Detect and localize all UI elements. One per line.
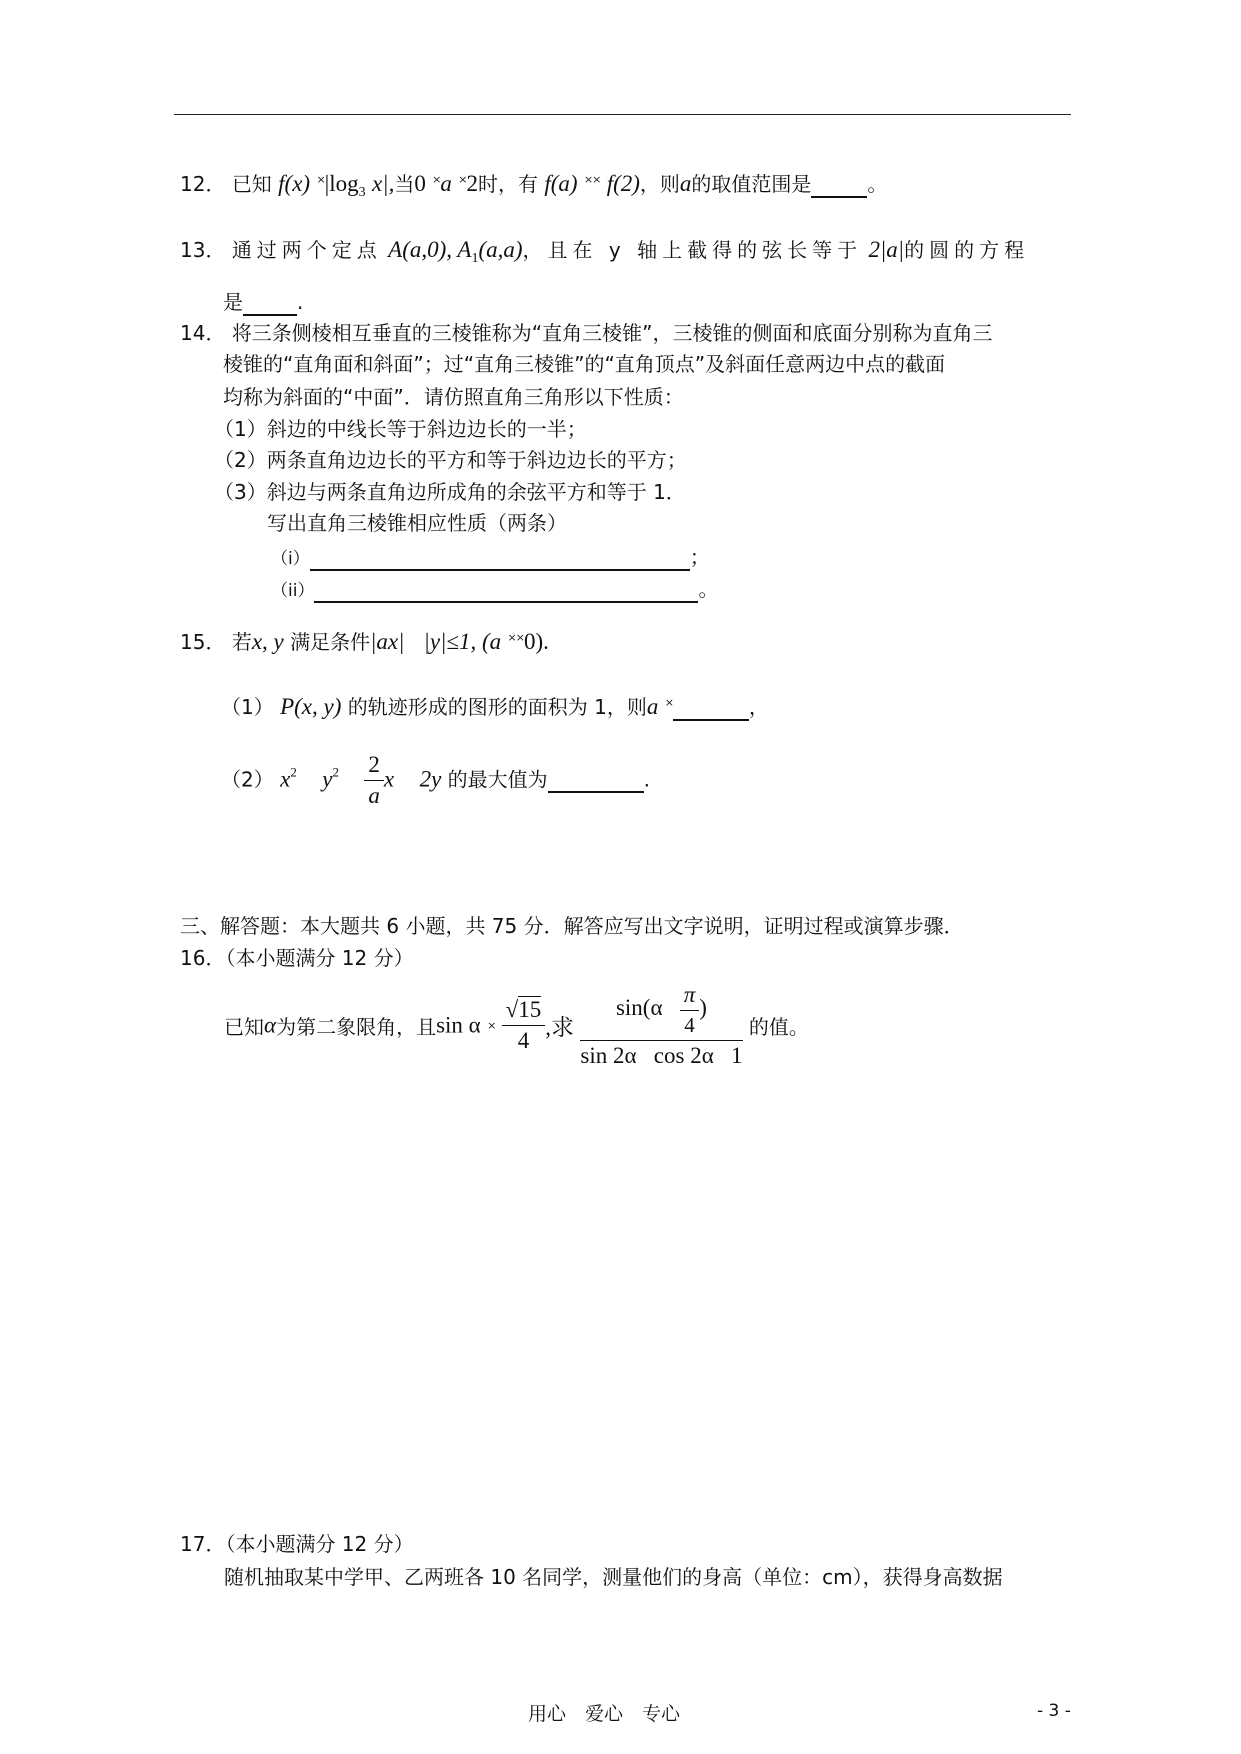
question-14-line2: 棱锥的“直角面和斜面”；过“直角三棱锥”的“直角顶点”及斜面任意两边中点的截面 — [223, 352, 946, 376]
question-number: 12． — [180, 172, 226, 196]
answer-blank — [243, 290, 297, 316]
property-3: （3）斜边与两条直角边所成角的余弦平方和等于 1． — [214, 480, 686, 504]
answer-line-i: （i） ； — [271, 545, 710, 569]
question-14: 14． 将三条侧棱相互垂直的三棱锥称为“直角三棱锥”，三棱锥的侧面和底面分别称为直角三 — [180, 321, 993, 345]
sqrt-sign: √ — [505, 996, 519, 1022]
answer-blank — [673, 695, 749, 721]
answer-blank — [811, 172, 867, 198]
answer-blank — [314, 577, 698, 603]
question-15-part-1: （1） P(x, y) 的轨迹形成的图形的面积为 1，则a × ， — [221, 694, 769, 719]
question-16-body: 已知α为第二象限角，且sin α × $\frac{√15}{4}$ ,求 sin(α $\frac{\pi}{4}$ ) sin 2α cos 2α 1 的值。 — [224, 982, 809, 1068]
fraction-pi-over-4: $\frac{\pi}{4}$ — [680, 982, 700, 1038]
fraction-2-over-a: $\frac{2}{a}$ — [364, 752, 384, 810]
answer-blank — [310, 545, 690, 571]
question-13-line2: 是 . — [223, 290, 304, 314]
question-13: 13． 通过两个定点 A(a,0), $A_1(a,a)$，且在 y 轴上截得的弦长等于 2|a|的圆的方程 — [180, 237, 1030, 266]
question-12: 12． 已知 f(x) $^\times|\log_3$ x|,当0 ×a ×2时，有 f(a) ×× f(2)，则a的取值范围是 。 — [180, 171, 888, 200]
footer-motto: 用心 爱心 专心 — [528, 1703, 681, 1725]
header-rule — [174, 114, 1071, 115]
write-instruction: 写出直角三棱锥相应性质（两条） — [267, 511, 567, 535]
question-14-line3: 均称为斜面的“中面”．请仿照直角三角形以下性质： — [223, 385, 684, 409]
answer-blank — [548, 767, 644, 793]
answer-line-ii: （ii） 。 — [271, 577, 719, 601]
question-15: 15． 若x, y 满足条件|ax| |y|≤1, (a ××0). — [180, 629, 549, 654]
question-17-body: 随机抽取某中学甲、乙两班各 10 名同学，测量他们的身高（单位：cm），获得身高数据 — [224, 1565, 1003, 1589]
question-16-header: 16．（本小题满分 12 分） — [180, 946, 414, 970]
question-15-part-2: （2） $x^2$ $y^2$ $\frac{2}{a}$ x 2y 的最大值为 . — [221, 752, 650, 809]
property-2: （2）两条直角边边长的平方和等于斜边边长的平方； — [214, 448, 687, 472]
fraction-sqrt15-over-4: $\frac{√15}{4}$ — [502, 997, 546, 1055]
question-17-header: 17．（本小题满分 12 分） — [180, 1532, 414, 1556]
property-1: （1）斜边的中线长等于斜边边长的一半； — [214, 417, 587, 441]
fraction-expression: sin(α $\frac{\pi}{4}$ ) sin 2α cos 2α 1 — [580, 982, 743, 1068]
page-number: - 3 - — [1037, 1701, 1071, 1721]
section-3-heading: 三、解答题：本大题共 6 小题，共 75 分．解答应写出文字说明，证明过程或演算步骤． — [180, 914, 964, 938]
